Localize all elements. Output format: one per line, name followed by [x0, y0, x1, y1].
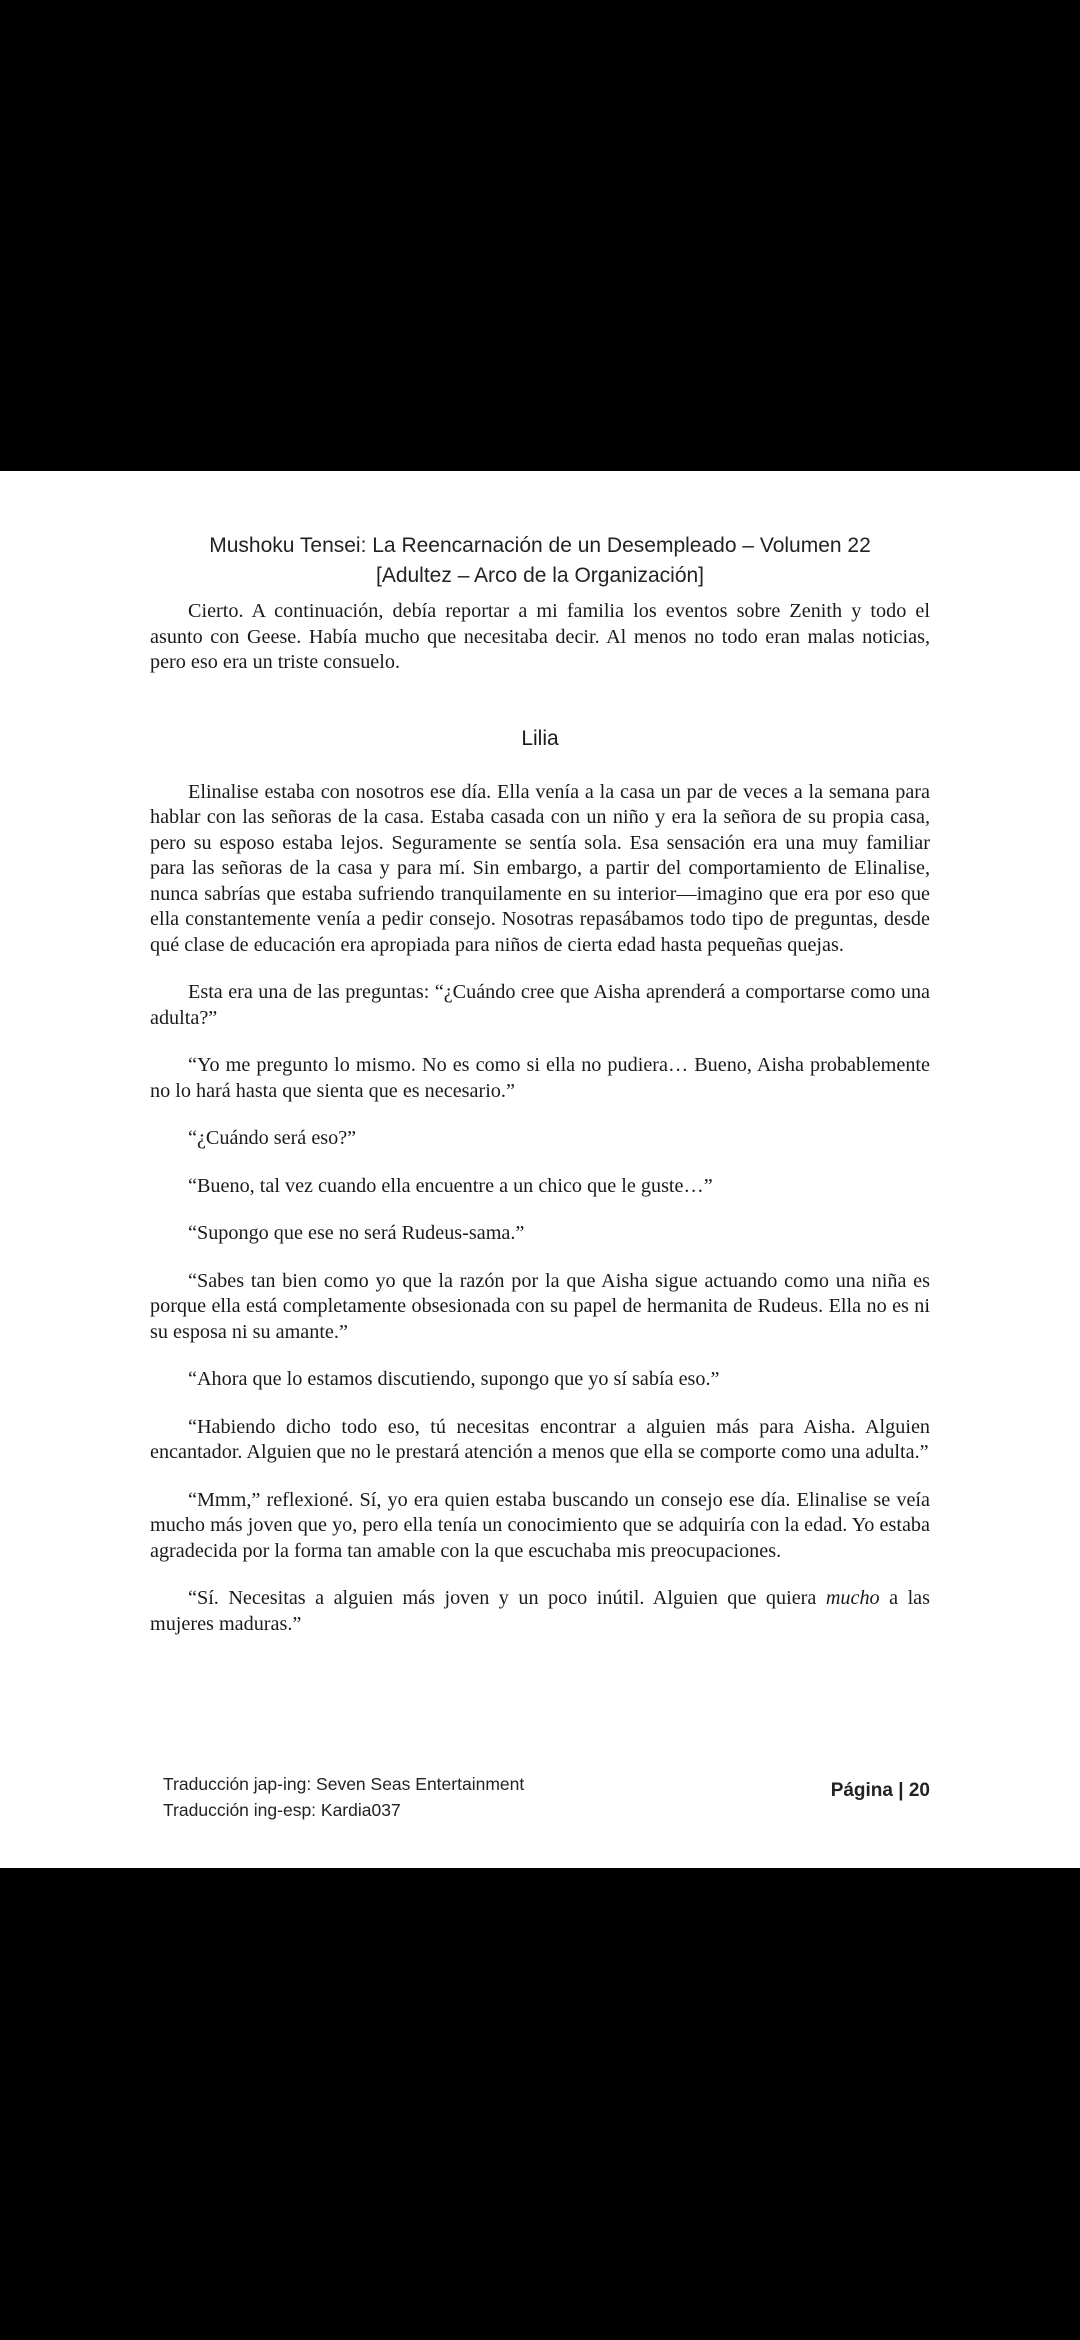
document-page: [0, 471, 1080, 1868]
footer-credit-line: Traducción jap-ing: Seven Seas Entertainment: [163, 1774, 525, 1794]
body-paragraph: “Supongo que ese no será Rudeus-sama.”: [188, 1222, 525, 1244]
body-paragraph: “Habiendo dicho todo eso, tú necesitas encontrar a alguien más para Aisha. Alguien encantador. Alguien que no le prestará atención a menos que ella se comporte como una adulta.”: [150, 1415, 930, 1463]
body-paragraph-last: [150, 1586, 930, 1637]
header-title: Mushoku Tensei: La Reencarnación de un Desempleado – Volumen 22: [209, 534, 871, 557]
body-paragraph: “Ahora que lo estamos discutiendo, supongo que yo sí sabía eso.”: [188, 1368, 720, 1390]
body-paragraph: “Mmm,” reflexioné. Sí, yo era quien estaba buscando un consejo ese día. Elinalise se veía mucho más joven que yo, pero ella tenía un conocimiento que se adquiría con la edad. Yo estaba agradecida por la forma tan amable con la que escuchaba mis preocupaciones.: [150, 1488, 930, 1562]
body-paragraph: “Bueno, tal vez cuando ella encuentre a un chico que le guste…”: [188, 1174, 713, 1197]
footer-credit-line: Traducción ing-esp: Kardia037: [163, 1800, 401, 1820]
body-paragraph: Elinalise estaba con nosotros ese día. Ella venía a la casa un par de veces a la semana para hablar con las señoras de la casa. Estaba casada con un niño y era la señora de su propia casa, pero su esposo estaba lejos. Seguramente se sentía sola. Esa sensación era una muy familiar para las señoras de la casa y para mí. Sin embargo, a partir del comportamiento de Elinalise, nunca sabrías que estaba sufriendo tranquilamente en su interior—imagino que era por eso que ella constantemente venía a pedir consejo. Nosotras repasábamos todo tipo de preguntas, desde qué clase de educación era apropiada para niños de cierta edad hasta pequeñas quejas.: [150, 780, 930, 956]
paragraph-text: “Sí. Necesitas a alguien más joven y un poco inútil. Alguien que quiera: [188, 1587, 826, 1609]
body-paragraph: Cierto. A continuación, debía reportar a mi familia los eventos sobre Zenith y todo el asunto con Geese. Había mucho que necesitaba decir. Al menos no todo eran malas noticias, pero eso era un triste consuelo.: [150, 600, 930, 673]
body-paragraph: “Sabes tan bien como yo que la razón por la que Aisha sigue actuando como una niña es porque ella está completamente obsesionada con su papel de hermanita de Rudeus. Ella no es ni su esposa ni su amante.”: [150, 1269, 930, 1343]
section-title: Lilia: [521, 726, 559, 750]
body-paragraph: Esta era una de las preguntas: “¿Cuándo cree que Aisha aprenderá a comportarse como una adulta?”: [150, 981, 930, 1029]
footer-credits: [163, 1771, 524, 1823]
header-subtitle: [Adultez – Arco de la Organización]: [375, 564, 705, 587]
body-paragraph: “Yo me pregunto lo mismo. No es como si ella no pudiera… Bueno, Aisha probablemente no lo hará hasta que sienta que es necesario.”: [150, 1054, 930, 1102]
emphasis-text: mucho: [825, 1587, 880, 1609]
paragraph-text: a las mujeres maduras.”: [150, 1587, 930, 1635]
page-header: [0, 531, 1080, 591]
body-paragraph: “¿Cuándo será eso?”: [188, 1127, 357, 1149]
page-number: Página | 20: [830, 1780, 930, 1801]
page-body: [150, 599, 930, 1659]
